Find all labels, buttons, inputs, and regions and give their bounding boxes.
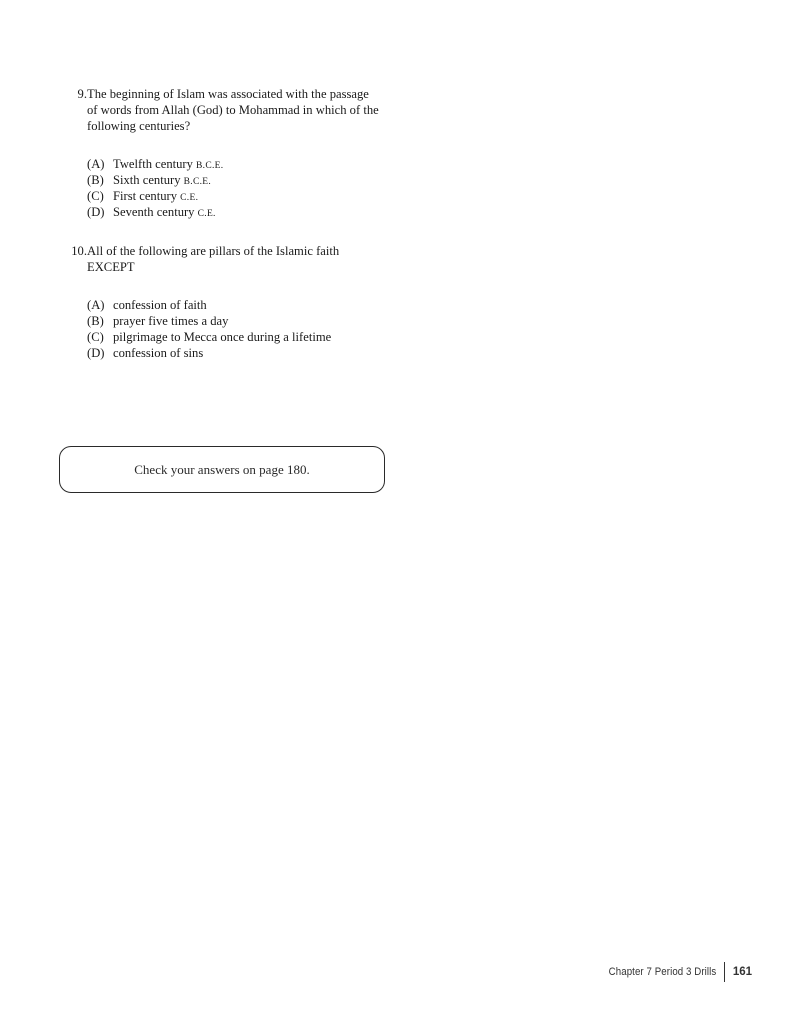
choice-a: (A) Twelfth century B.C.E. (87, 157, 224, 171)
chapter-title: Chapter 7 Period 3 Drills (609, 966, 717, 978)
choice-c: (C) First century C.E. (87, 189, 199, 203)
question-number: 10. (71, 244, 87, 258)
choice-d: (D) confession of sins (87, 346, 204, 360)
answer-check-box (59, 446, 385, 493)
choice-b: (B) Sixth century B.C.E. (87, 173, 212, 187)
choice-a: (A) confession of faith (87, 298, 207, 312)
question-9 (60, 86, 390, 220)
answer-check-text: Check your answers on page 180. (134, 461, 310, 477)
answer-choices (87, 156, 417, 220)
choice-b: (B) prayer five times a day (87, 314, 229, 328)
footer-divider (724, 962, 725, 982)
question-text: The beginning of Islam was associated with the passage of words from Allah (God) to Mohammad in which of the following centuries? (87, 87, 379, 133)
question-text: All of the following are pillars of the Islamic faith EXCEPT (87, 244, 340, 274)
question-10 (60, 243, 390, 361)
page-footer (594, 962, 752, 982)
answer-choices (87, 297, 417, 361)
question-number: 9. (77, 87, 87, 101)
choice-d: (D) Seventh century C.E. (87, 205, 216, 219)
choice-c: (C) pilgrimage to Mecca once during a lifetime (87, 330, 332, 344)
page-number: 161 (732, 966, 752, 978)
